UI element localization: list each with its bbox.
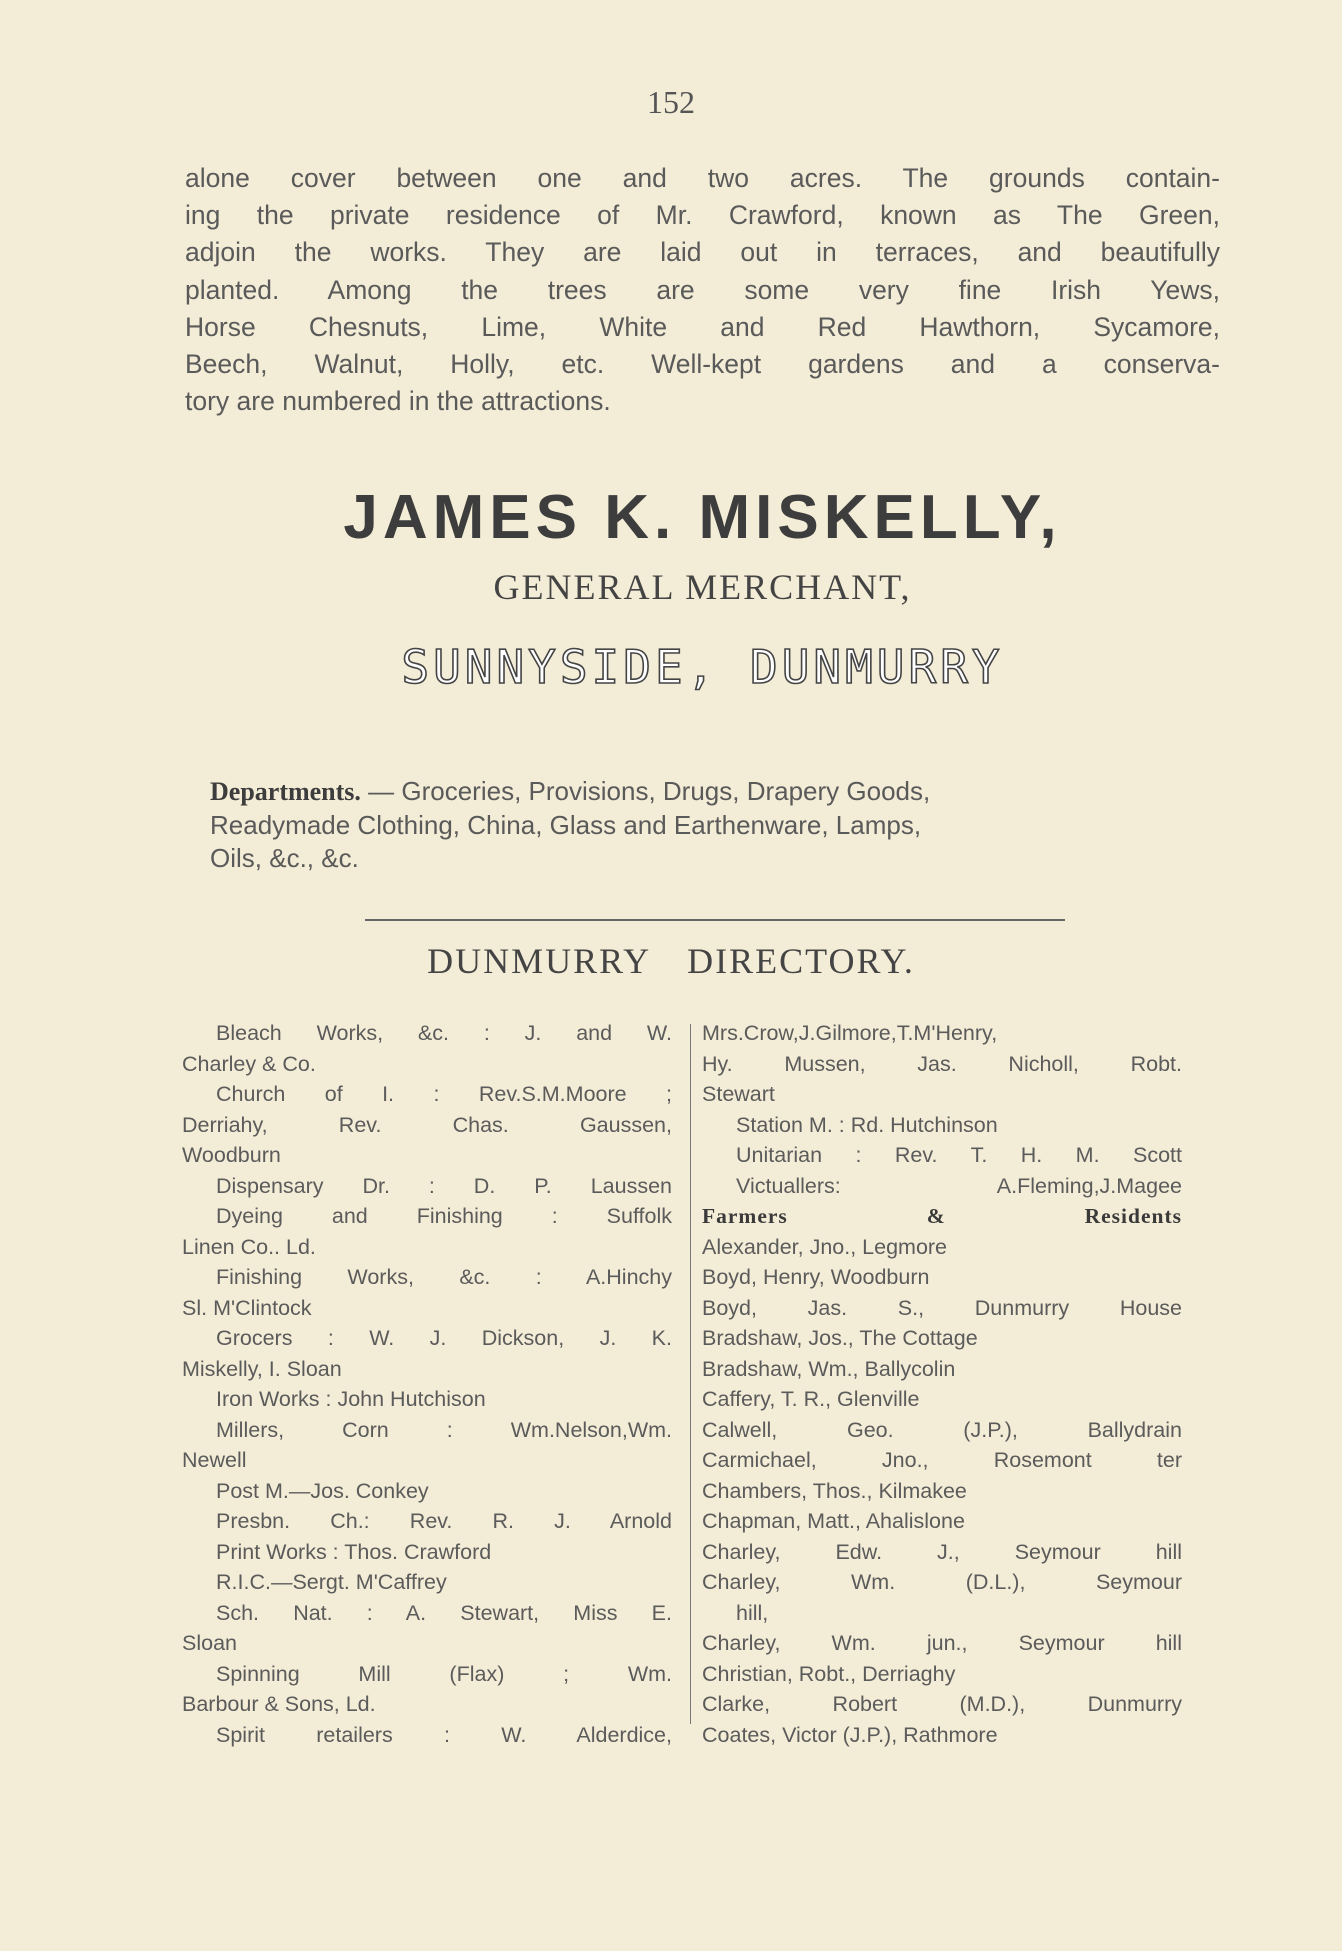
directory-entry: Barbour & Sons, Ld. [182,1692,376,1716]
farmers-residents-heading: Farmers & Residents [702,1204,1182,1228]
advert-merchant-name: JAMES K. MISKELLY, [343,483,1062,552]
directory-entry: Chapman, Matt., Ahalislone [702,1509,965,1533]
directory-entry: Millers, Corn : Wm.Nelson,Wm. [216,1417,672,1442]
directory-title [0,940,1342,982]
directory-entry: Grocers : W. J. Dickson, J. K. [216,1326,672,1350]
intro-line: planted. Among the trees are some very fine Irish Yews, [185,274,1220,305]
directory-entry: Dyeing and Finishing : Suffolk [216,1204,672,1228]
directory-entry: R.I.C.—Sergt. M'Caffrey [216,1570,447,1594]
directory-entry: Charley, Wm. (D.L.), Seymour [702,1570,1182,1594]
directory-entry: Iron Works : John Hutchison [216,1387,486,1411]
departments-line: Readymade Clothing, China, Glass and Earthenware, Lamps, [210,809,922,840]
directory-entry: Mrs.Crow,J.Gilmore,T.M'Henry, [702,1021,998,1045]
directory-entry: Linen Co.. Ld. [182,1234,316,1259]
directory-title-word: DIRECTORY. [687,941,915,981]
directory-right-column [702,1018,1182,1750]
column-divider [690,1024,691,1724]
directory-entry: Church of I. : Rev.S.M.Moore ; [216,1082,672,1106]
directory-entry: Newell [182,1448,247,1472]
directory-entry: Post M.—Jos. Conkey [216,1478,429,1503]
directory-entry: Boyd, Henry, Woodburn [702,1265,930,1289]
directory-entry: Sloan [182,1631,237,1655]
directory-entry: Coates, Victor (J.P.), Rathmore [702,1722,998,1747]
directory-entry: Victuallers: A.Fleming,J.Magee [736,1173,1182,1198]
directory-entry: Boyd, Jas. S., Dunmurry House [702,1295,1182,1320]
advert-departments [210,775,1200,876]
directory-entry: Woodburn [182,1143,281,1167]
departments-text: — Groceries, Provisions, Drugs, Drapery Goods, [360,776,931,806]
directory-entry: Spinning Mill (Flax) ; Wm. [216,1661,672,1686]
section-divider [365,919,1065,921]
directory-entry: Caffery, T. R., Glenville [702,1387,920,1411]
directory-entry: Finishing Works, &c. : A.Hinchy [216,1265,672,1289]
directory-entry: Sch. Nat. : A. Stewart, Miss E. [216,1600,672,1625]
directory-entry: Chambers, Thos., Kilmakee [702,1478,967,1503]
directory-title-place: DUNMURRY [427,941,652,981]
intro-line: Beech, Walnut, Holly, etc. Well-kept gardens and a conserva- [185,349,1220,380]
directory-entry: Unitarian : Rev. T. H. M. Scott [736,1143,1182,1167]
directory-entry: Bradshaw, Wm., Ballycolin [702,1356,956,1381]
directory-entry: Presbn. Ch.: Rev. R. J. Arnold [216,1509,672,1533]
directory-entry: Spirit retailers : W. Alderdice, [216,1722,672,1747]
directory-entry: Derriahy, Rev. Chas. Gaussen, [182,1112,672,1137]
directory-entry: Dispensary Dr. : D. P. Laussen [216,1173,672,1198]
directory-entry: Christian, Robt., Derriaghy [702,1661,956,1686]
intro-line: adjoin the works. They are laid out in terraces, and beautifully [185,237,1220,268]
advert-address: SUNNYSIDE, DUNMURRY [401,640,1004,694]
intro-line: ing the private residence of Mr. Crawford, known as The Green, [185,200,1220,231]
directory-entry: Bradshaw, Jos., The Cottage [702,1326,978,1350]
intro-line: Horse Chesnuts, Lime, White and Red Hawthorn, Sycamore, [185,311,1220,342]
directory-entry: Stewart [702,1082,775,1106]
departments-line: Oils, &c., &c. [210,843,359,873]
directory-entry: Charley, Wm. jun., Seymour hill [702,1631,1182,1655]
directory-entry: Bleach Works, &c. : J. and W. [216,1021,672,1045]
page-number: 152 [647,84,695,120]
departments-line [210,775,1200,809]
departments-lead: Departments. [210,777,361,806]
directory-entry: Hy. Mussen, Jas. Nicholl, Robt. [702,1051,1182,1076]
intro-line: tory are numbered in the attractions. [185,386,611,417]
directory-entry: Charley, Edw. J., Seymour hill [702,1539,1182,1564]
directory-entry: Station M. : Rd. Hutchinson [736,1112,998,1137]
directory-entry: Charley & Co. [182,1051,316,1076]
intro-line: alone cover between one and two acres. The grounds contain- [185,163,1220,193]
directory-entry: Calwell, Geo. (J.P.), Ballydrain [702,1417,1182,1442]
directory-entry: Clarke, Robert (M.D.), Dunmurry [702,1692,1182,1716]
intro-paragraph [185,160,1220,420]
directory-entry: Miskelly, I. Sloan [182,1356,342,1381]
directory-left-column [182,1018,672,1750]
directory-entry: hill, [736,1600,769,1625]
directory-entry: Print Works : Thos. Crawford [216,1539,492,1564]
advert-trade: GENERAL MERCHANT, [493,567,912,607]
directory-entry: Carmichael, Jno., Rosemont ter [702,1448,1182,1472]
directory-entry: Sl. M'Clintock [182,1295,312,1320]
directory-entry: Alexander, Jno., Legmore [702,1234,948,1259]
